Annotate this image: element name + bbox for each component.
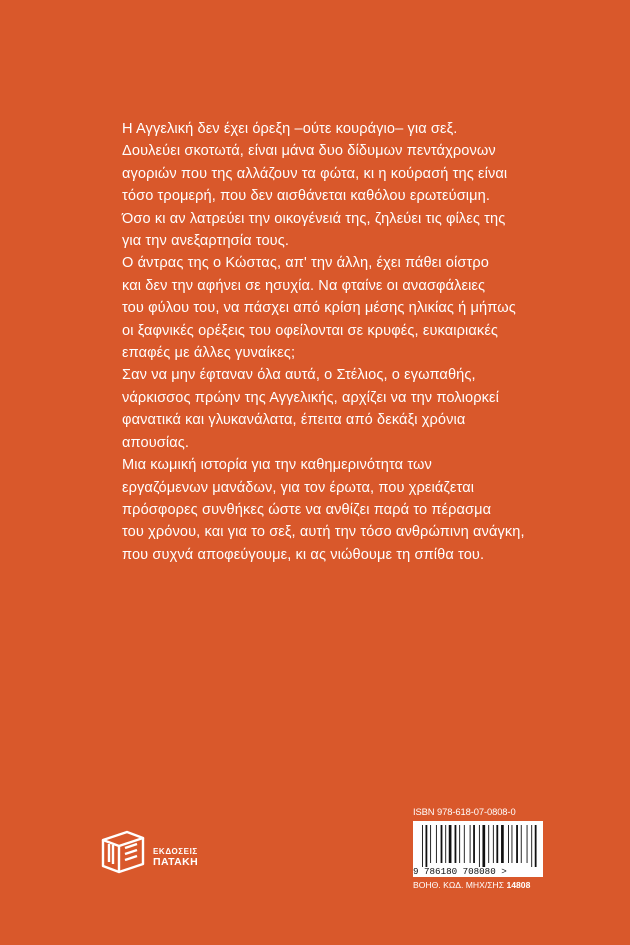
- isbn-label: ISBN 978-618-07-0808-0: [413, 806, 516, 817]
- barcode-bars: [413, 821, 543, 867]
- barcode-digits: 9 786180 708080 >: [413, 866, 507, 877]
- barcode-bar: [464, 825, 465, 863]
- barcode-bar: [455, 825, 457, 863]
- blurb-line: απουσίας.: [122, 434, 190, 451]
- barcode-bar: [482, 825, 485, 867]
- publisher-line-1: ΕΚΔΟΣΕΙΣ: [153, 847, 198, 856]
- barcode-bar: [422, 825, 423, 867]
- barcode-bar: [516, 825, 518, 863]
- blurb-line: και δεν την αφήνει σε ησυχία. Να φταίνε οι ανασφάλειες: [122, 277, 486, 294]
- barcode-bar: [430, 825, 431, 863]
- blurb-line: αγοριών που της αλλάζουν τα φώτα, κι η κούρασή της είναι: [122, 165, 508, 182]
- barcode-bar: [449, 825, 452, 863]
- aux-code-line: [413, 880, 530, 890]
- barcode-bar: [426, 825, 428, 867]
- barcode-bar: [459, 825, 460, 863]
- barcode-bar: [527, 825, 528, 863]
- barcode-bar: [493, 825, 494, 863]
- barcode-bar: [496, 825, 498, 863]
- blurb-line: Ο άντρας της ο Κώστας, απ' την άλλη, έχει πάθει οίστρο: [122, 255, 489, 272]
- blurb-line: πρόσφορες συνθήκες ώστε να ανθίζει παρά το πέρασμα: [122, 501, 492, 518]
- blurb-line: Όσο κι αν λατρεύει την οικογένειά της, ζηλεύει τις φίλες της: [122, 210, 506, 227]
- blurb-line: τόσο τρομερή, που δεν αισθάνεται καθόλου ερωτεύσιμη.: [122, 188, 491, 205]
- blurb-line: φανατικά και γλυκανάλατα, έπειτα από δεκάξι χρόνια: [122, 412, 466, 429]
- barcode-bar: [531, 825, 532, 867]
- barcode-bar: [441, 825, 443, 863]
- isbn-block: [413, 806, 543, 892]
- barcode: [413, 821, 543, 877]
- blurb-line: του φύλου του, να πάσχει από κρίση μέσης ηλικίας ή μήπως: [122, 300, 516, 317]
- blurb-line: Μια κωμική ιστορία για την καθημερινότητα των: [122, 457, 432, 474]
- blurb-line: του χρόνου, και για το σεξ, αυτή την τόσο ανθρώπινη ανάγκη,: [122, 524, 525, 541]
- blurb-line: εργαζόμενων μανάδων, για τον έρωτα, που χρειάζεται: [122, 479, 475, 496]
- barcode-bar: [445, 825, 446, 863]
- barcode-bar: [436, 825, 437, 863]
- blurb-line: Δουλεύει σκοτωτά, είναι μάνα δυο δίδυμων πεντάχρονων: [122, 143, 496, 160]
- blurb-line: νάρκισσος πρώην της Αγγελικής, αρχίζει να την πολιορκεί: [122, 389, 499, 406]
- publisher-logo: [97, 826, 237, 876]
- aux-code-value: 14808: [506, 880, 531, 890]
- barcode-bar: [521, 825, 522, 863]
- back-cover-blurb: [122, 118, 525, 566]
- barcode-bar: [501, 825, 504, 863]
- blurb-line: Η Αγγελική δεν έχει όρεξη –ούτε κουράγιο– για σεξ.: [122, 121, 458, 137]
- blurb-line: για την ανεξαρτησία τους.: [122, 233, 290, 250]
- blurb-line: που συχνά αποφεύγουμε, κι ας νιώθουμε τη σπίθα του.: [122, 546, 485, 563]
- barcode-bar: [512, 825, 513, 863]
- blurb-line: επαφές με άλλες γυναίκες;: [122, 345, 296, 362]
- barcode-bar: [479, 825, 480, 867]
- publisher-line-2: ΠΑΤΑΚΗ: [153, 856, 199, 868]
- publisher-name: [153, 846, 198, 868]
- book-stack-logo-icon: [97, 826, 149, 876]
- barcode-bar: [473, 825, 475, 863]
- barcode-bar: [535, 825, 537, 867]
- aux-code-prefix: ΒΟΗΘ. ΚΩΔ. ΜΗΧ/ΣΗΣ: [413, 880, 507, 890]
- barcode-bar: [488, 825, 489, 863]
- barcode-bar: [470, 825, 471, 863]
- blurb-line: Σαν να μην έφταναν όλα αυτά, ο Στέλιος, ο εγωπαθής,: [122, 367, 476, 384]
- blurb-line: οι ξαφνικές ορέξεις του οφείλονται σε κρυφές, ευκαιριακές: [122, 322, 499, 339]
- barcode-bar: [508, 825, 509, 863]
